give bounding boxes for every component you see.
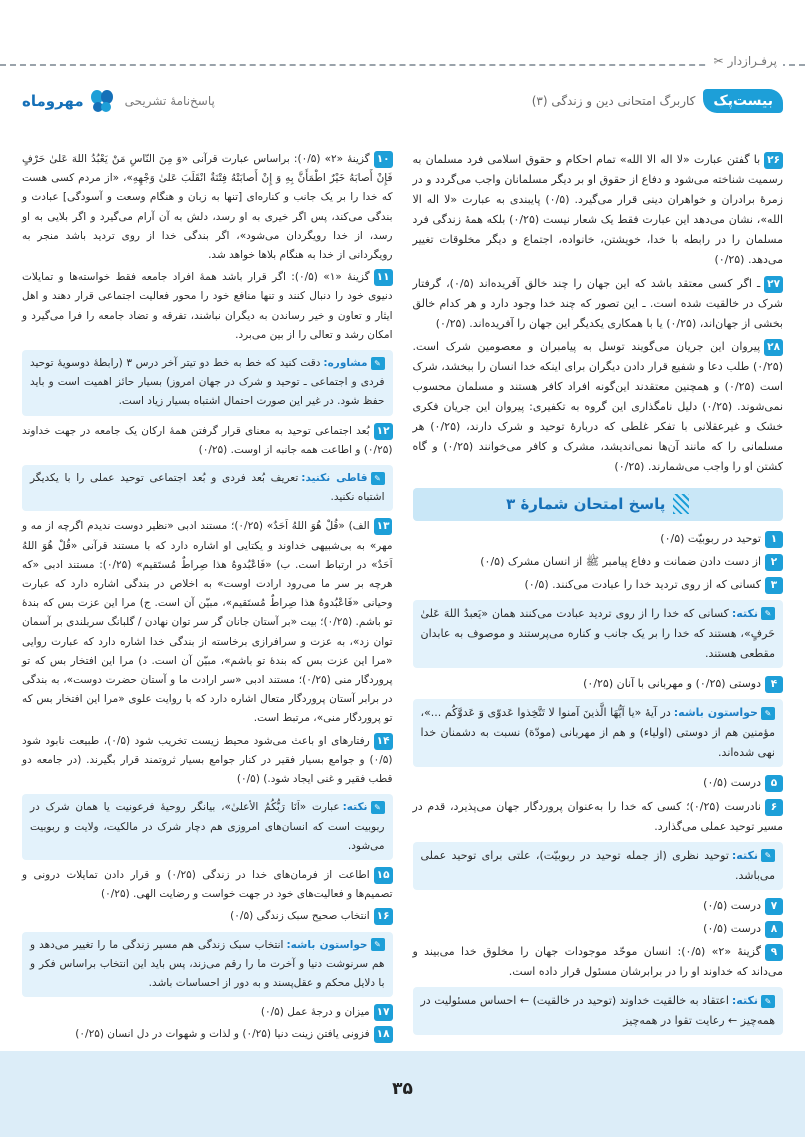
note-tag: مشاوره:	[323, 357, 368, 370]
butterfly-logo-icon	[89, 88, 115, 114]
answer-number: ۱۷	[374, 1004, 393, 1021]
note-box	[22, 350, 393, 416]
answer-item	[413, 575, 784, 595]
answer-text: اطاعت از فرمان‌های خدا در زندگی (۰/۲۵) و قرار دادن تمایلات درونی و تصمیم‌ها و فعالیت‌های خود در جهت خواست و رضایت الهی. (۰/۲۵)	[22, 868, 393, 901]
answer-item	[22, 1025, 393, 1044]
answer-text: درست (۰/۵)	[703, 776, 761, 790]
answer-text: دوستی (۰/۲۵) و مهربانی با آنان (۰/۲۵)	[583, 677, 761, 691]
answer-number: ۱۰	[374, 151, 393, 168]
page-header	[22, 84, 783, 118]
note-icon: ✎	[761, 849, 775, 862]
answer-text: از دست دادن ضمانت و دفاع پیامبر ﷺ از انسان مشرک (۰/۵)	[480, 554, 761, 568]
note-box	[22, 794, 393, 860]
answer-text: کسانی که از روی تردید خدا را عبادت می‌کنند. (۰/۵)	[524, 577, 761, 591]
brand-badge: بیست‌پک	[703, 89, 783, 113]
answer-item	[413, 797, 784, 837]
answer-text: با گفتن عبارت «لا اله الا الله» تمام احکام و حقوق اسلامی فرد مسلمان به رسمیت شناخته می‌شود و دفاع از حقوق او بر دیگر مسلمانان واجب می‌گردد و در زمرهٔ برادران و خواهران دینی قرار می‌گیرد. (۰/۵) پایبندی به عبارت «لا اله الا الله»، نشان می‌دهد این عبارت فقط یک شعار نیست (۰/۲۵) بلکه همهٔ زندگی فرد مسلمان را در رابطه با خدا، خویشتن، خانواده، اجتماع و دیگر مخلوقات تغییر می‌دهد. (۰/۲۵)	[412, 153, 783, 267]
note-box	[22, 465, 393, 511]
answer-number: ۲۶	[764, 152, 783, 169]
cut-dashed-line	[0, 64, 805, 66]
note-text: تعریف بُعد فردی و بُعد اجتماعی توحید عملی را با یکدیگر اشتباه نکنید.	[30, 472, 385, 504]
note-icon: ✎	[761, 707, 775, 720]
answer-item	[413, 942, 784, 982]
note-icon: ✎	[371, 357, 385, 370]
section-stripes-icon	[673, 494, 689, 514]
answer-text: بُعد اجتماعی توحید به معنای قرار گرفتن همهٔ ارکان یک جامعه در جهت خداوند (۰/۲۵) و اطاعت همه جانبه از اوست. (۰/۲۵)	[22, 424, 393, 456]
answer-item	[413, 896, 784, 916]
note-box	[22, 932, 393, 998]
answer-number: ۲	[765, 554, 783, 571]
scissors-icon: ✂	[713, 54, 724, 68]
answer-text: درست (۰/۵)	[703, 922, 761, 935]
answer-number: ۲۷	[764, 276, 783, 293]
answer-number: ۲۸	[764, 339, 783, 356]
answer-item	[22, 907, 393, 926]
answer-item	[413, 150, 784, 271]
note-box	[413, 699, 784, 767]
publisher-name: مهروماه	[22, 92, 84, 110]
section-heading	[413, 488, 784, 521]
section-title: پاسخ امتحان شمارهٔ ۳	[506, 494, 666, 513]
answer-item	[22, 866, 393, 904]
answer-item	[413, 674, 784, 694]
note-icon: ✎	[371, 801, 385, 814]
answer-item	[413, 552, 784, 572]
answer-number: ۱۳	[374, 518, 393, 535]
book-title: کاربرگ امتحانی دین و زندگی (۳)	[531, 94, 696, 108]
note-text: دقت کنید که خط به خط دو تیتر آخر درس ۳ (رابطهٔ دوسویهٔ توحید فردی و اجتماعی ـ توحید و شرک در جهان امروز) بسیار حائز اهمیت است و باید حفظ شود. در غیر این صورت احتمال اشتباه بسیار زیاد است.	[30, 357, 385, 408]
note-tag: قاطی نکنید:	[301, 472, 368, 485]
answer-item	[413, 337, 784, 478]
page-number: ۳۵	[392, 1079, 413, 1099]
note-text: انتخاب سبک زندگی هم مسیر زندگی ما را تغییر می‌دهد و هم سرنوشت دنیا و آخرت ما را رقم می‌زند، پس باید این انتخاب براساس فکر و با دلایل محکم و عقل‌پسند و به دور از احساسات باشد.	[30, 938, 385, 989]
note-text: کسانی که خدا را از روی تردید عبادت می‌کنند همان «یَعبدُ اللهَ عَلیٰ حَرفٍ»، هستند که خدا را بر یک جانب و کناره می‌پرستند و موصوف به عابدان مقطعی هستند.	[420, 606, 775, 660]
page-footer	[0, 1051, 805, 1137]
answer-number: ۱۱	[374, 269, 393, 286]
note-tag: نکته:	[342, 801, 368, 814]
note-box	[413, 600, 784, 668]
answer-item	[22, 732, 393, 790]
note-tag: نکته:	[731, 606, 758, 620]
answer-number: ۱	[765, 531, 783, 548]
answer-number: ۹	[765, 944, 783, 961]
note-tag: حواستون باشه:	[286, 938, 368, 951]
answer-text: انتخاب صحیح سبک زندگی (۰/۵)	[230, 910, 370, 923]
note-text: عبارت «اَنَا رَبُّکُمُ الأعلیٰ»، بیانگر روحیهٔ فرعونیت یا همان شرک در ربوبیت است که انسان‌های امروزی هم دچار شرک در مالکیت، ولایت و ربوبیت می‌شود.	[30, 801, 385, 852]
answer-text: الف) «قُلْ هُوَ اللهُ اَحَدٌ» (۰/۲۵)؛ مستند ادبی «نظیر دوست ندیدم اگرچه از مه و مهر» به بی‌شبیهی خداوند و یکتایی او اشاره دارد که با مستند قرآنی «قُلْ هُوَ اللهُ اَحَدٌ» در ارتباط است. ب) «فَاعْبُدوهُ هذا صِراطٌ مُستَقیم» (۰/۲۵): مستند ادبی «که هرچه بر سر ما می‌رود ارادت اوست» به اخلاص در بندگی اشاره دارد که عبارت وحیانی «فَاعْبُدوهُ هذا صِراطٌ مُستَقیم»، مبیّن آن است. ج) مرا این عزت بس که بندهٔ تو باشم. (۰/۲۵)؛ بیت «بر آستان جانان گر سر توان نهادن / گلبانگ سربلندی بر آسمان توان زد»، به عزت و سرافرازی برخاسته از بندگی خدا اشاره دارد که عبارت روایی «مرا این عزت بس که بندهٔ تو باشم»، مبیّن آن است. د) مرا این افتخار بس که تو پروردگار منی (۰/۲۵)؛ مستند ادبی «سر ارادت ما و آستان حضرت دوست»، به بندگی در برابر آستان پروردگار متعال اشاره دارد که با روایت علوی «مرا این افتخار بس که تو پروردگار منی»، مرتبط است.	[22, 520, 393, 725]
note-text: در آیهٔ «یا اَیُّهَا الَّذینَ آمنوا لا تَتَّخِذوا عَدوّی وَ عَدوَّکُم ...»، مؤمنین هم از دوستی (اولیاء) و هم از مهربانی (مودّة) نسبت به دشمنان خدا نهی شده‌اند.	[420, 706, 775, 760]
left-column	[22, 150, 393, 1047]
note-icon: ✎	[371, 472, 385, 485]
answer-text: فزونی یافتن زینت دنیا (۰/۲۵) و لذات و شهوات در دل انسان (۰/۲۵)	[75, 1028, 370, 1041]
answer-item	[22, 268, 393, 345]
answer-text: گزینهٔ «۲» (۰/۵): انسان موحّد موجودات جهان را مخلوق خدا می‌بیند و می‌داند که خداوند او را در برابرشان مسئول قرار داده است.	[412, 945, 783, 979]
answer-text: گزینهٔ «۲» (۰/۵): براساس عبارت قرآنی «وَ مِنَ النّاسِ مَنْ یَعْبُدُ اللهَ عَلیٰ حَرْفٍ فَإِنْ أَصابَهُ خَیْرٌ اطْمَأَنَّ بِهِ وَ إِنْ أَصابَتْهُ فِتْنَةٌ انْقَلَبَ عَلیٰ وَجْهِهِ»، «از مردم کسی هست که خدا را بر یک جانب و کناره‌ای [تنها به زبان و هنگام وسعت و آسودگی] عبادت و بندگی می‌کند، پس اگر خیری به او رسد، دلش به آن آرام می‌گیرد و اگر بلایی به او رسد، از خدا رویگردان می‌شود»، اگر بندگی خدا از روی تردید باشد منجر به رویگردانی از خدا به هنگام بلاها خواهد شد.	[22, 153, 393, 262]
note-tag: حواستون باشه:	[673, 706, 758, 720]
answer-number: ۴	[765, 676, 783, 693]
answer-number: ۸	[765, 921, 783, 938]
answer-number: ۵	[765, 775, 783, 792]
note-tag: نکته:	[731, 994, 758, 1008]
answer-item	[413, 529, 784, 549]
answer-number: ۳	[765, 577, 783, 594]
note-box	[413, 987, 784, 1035]
publisher-logo	[22, 88, 115, 114]
cut-label-text: پرفـراز‌دار	[727, 54, 777, 68]
answer-sheet-label: پاسخ‌نامهٔ تشریحی	[124, 94, 215, 108]
answer-item	[22, 1003, 393, 1022]
answer-text: پیروان این جریان می‌گویند توسل به پیامبران و معصومین شرک است. (۰/۲۵) طلب دعا و شفیع قرار دادن دیگران برای اینکه خدا انسان را ببخشد، شرک است (۰/۲۵) و همچنین معتقدند این‌گونه افراد کافر هستند و مسلمان محسوب نمی‌شوند. (۰/۲۵) دلیل نامگذاری این گروه به تکفیری: پیروان این جریان فکری خشک و غیرعقلانی با تفکر غلطی که دربارهٔ توحید و شرک دارند، (۰/۲۵) هر مسلمانی را که مانند آن‌ها نمی‌اندیشد، مشرک و کافر می‌خوانند (۰/۲۵) و گاه کشتن او را واجب می‌شمارند. (۰/۲۵)	[412, 339, 783, 474]
right-column	[413, 150, 784, 1047]
note-icon: ✎	[371, 938, 385, 951]
answer-number: ۷	[765, 898, 783, 915]
note-icon: ✎	[761, 607, 775, 620]
note-text: اعتقاد به خالقیت خداوند (توحید در خالقیت) ← احساس مسئولیت در همه‌چیز ← رعایت تقوا در همه‌چیز	[420, 994, 775, 1028]
answer-number: ۱۴	[374, 733, 393, 750]
answer-text: درست (۰/۵)	[703, 898, 761, 912]
note-text: توحید نظری (از جمله توحید در ربوبیّت)، علتی برای توحید عملی می‌باشد.	[420, 848, 775, 882]
note-icon: ✎	[761, 995, 775, 1008]
answer-item	[22, 422, 393, 460]
answer-item	[22, 150, 393, 265]
note-box	[413, 842, 784, 890]
header-book-info	[532, 89, 783, 113]
answer-text: نادرست (۰/۲۵)؛ کسی که خدا را به‌عنوان پروردگار جهان می‌پذیرد، قدم در مسیر توحید عملی می‌گذارد.	[412, 799, 783, 833]
answer-text: میزان و درجهٔ عمل (۰/۵)	[260, 1006, 370, 1019]
answer-number: ۱۵	[374, 867, 393, 884]
answer-item	[413, 773, 784, 793]
answer-number: ۶	[765, 799, 783, 816]
answer-text: گزینهٔ «۱» (۰/۵): اگر قرار باشد همهٔ افراد جامعه فقط خواسته‌ها و تمایلات دنیوی خود را دنبال کنند و تنها منافع خود را محور فعالیت اجتماعی قرار دهند و اهل ایثار و تعاون و خیر رساندن به دیگران نباشند، تفرقه و تضاد جامعه را فرا می‌گیرد و امکان رشد و تعالی را از بین می‌برد.	[22, 271, 393, 341]
answer-number: ۱۲	[374, 423, 393, 440]
header-publisher	[22, 88, 215, 114]
cut-label	[708, 54, 784, 68]
content-columns	[22, 150, 783, 1047]
answer-item	[413, 274, 784, 334]
answer-item	[413, 919, 784, 939]
answer-text: ـ اگر کسی معتقد باشد که این جهان را چند خالق آفریده‌اند (۰/۵)، گرفتار شرک در خالقیت شده است. ـ این تصور که چند خدا وجود دارد و هر کدام خالق بخشی از جهان‌اند، (۰/۲۵) یا با همکاری یکدیگر این جهان را آفریده‌اند. (۰/۲۵)	[412, 276, 783, 330]
answer-item	[22, 517, 393, 728]
answer-number: ۱۶	[374, 908, 393, 925]
answer-text: رفتارهای او باعث می‌شود محیط زیست تخریب شود (۰/۵)، طبیعت نابود شود (۰/۵) و جوامع بسیار فقیر در کنار جوامع بسیار ثروتمند قرار بگیرند. (در جامعه دو قطب فقیر و غنی ایجاد شود.) (۰/۵)	[22, 734, 393, 786]
answer-number: ۱۸	[374, 1026, 393, 1043]
answer-text: توحید در ربوبیّت (۰/۵)	[660, 531, 761, 545]
note-tag: نکته:	[731, 848, 758, 862]
